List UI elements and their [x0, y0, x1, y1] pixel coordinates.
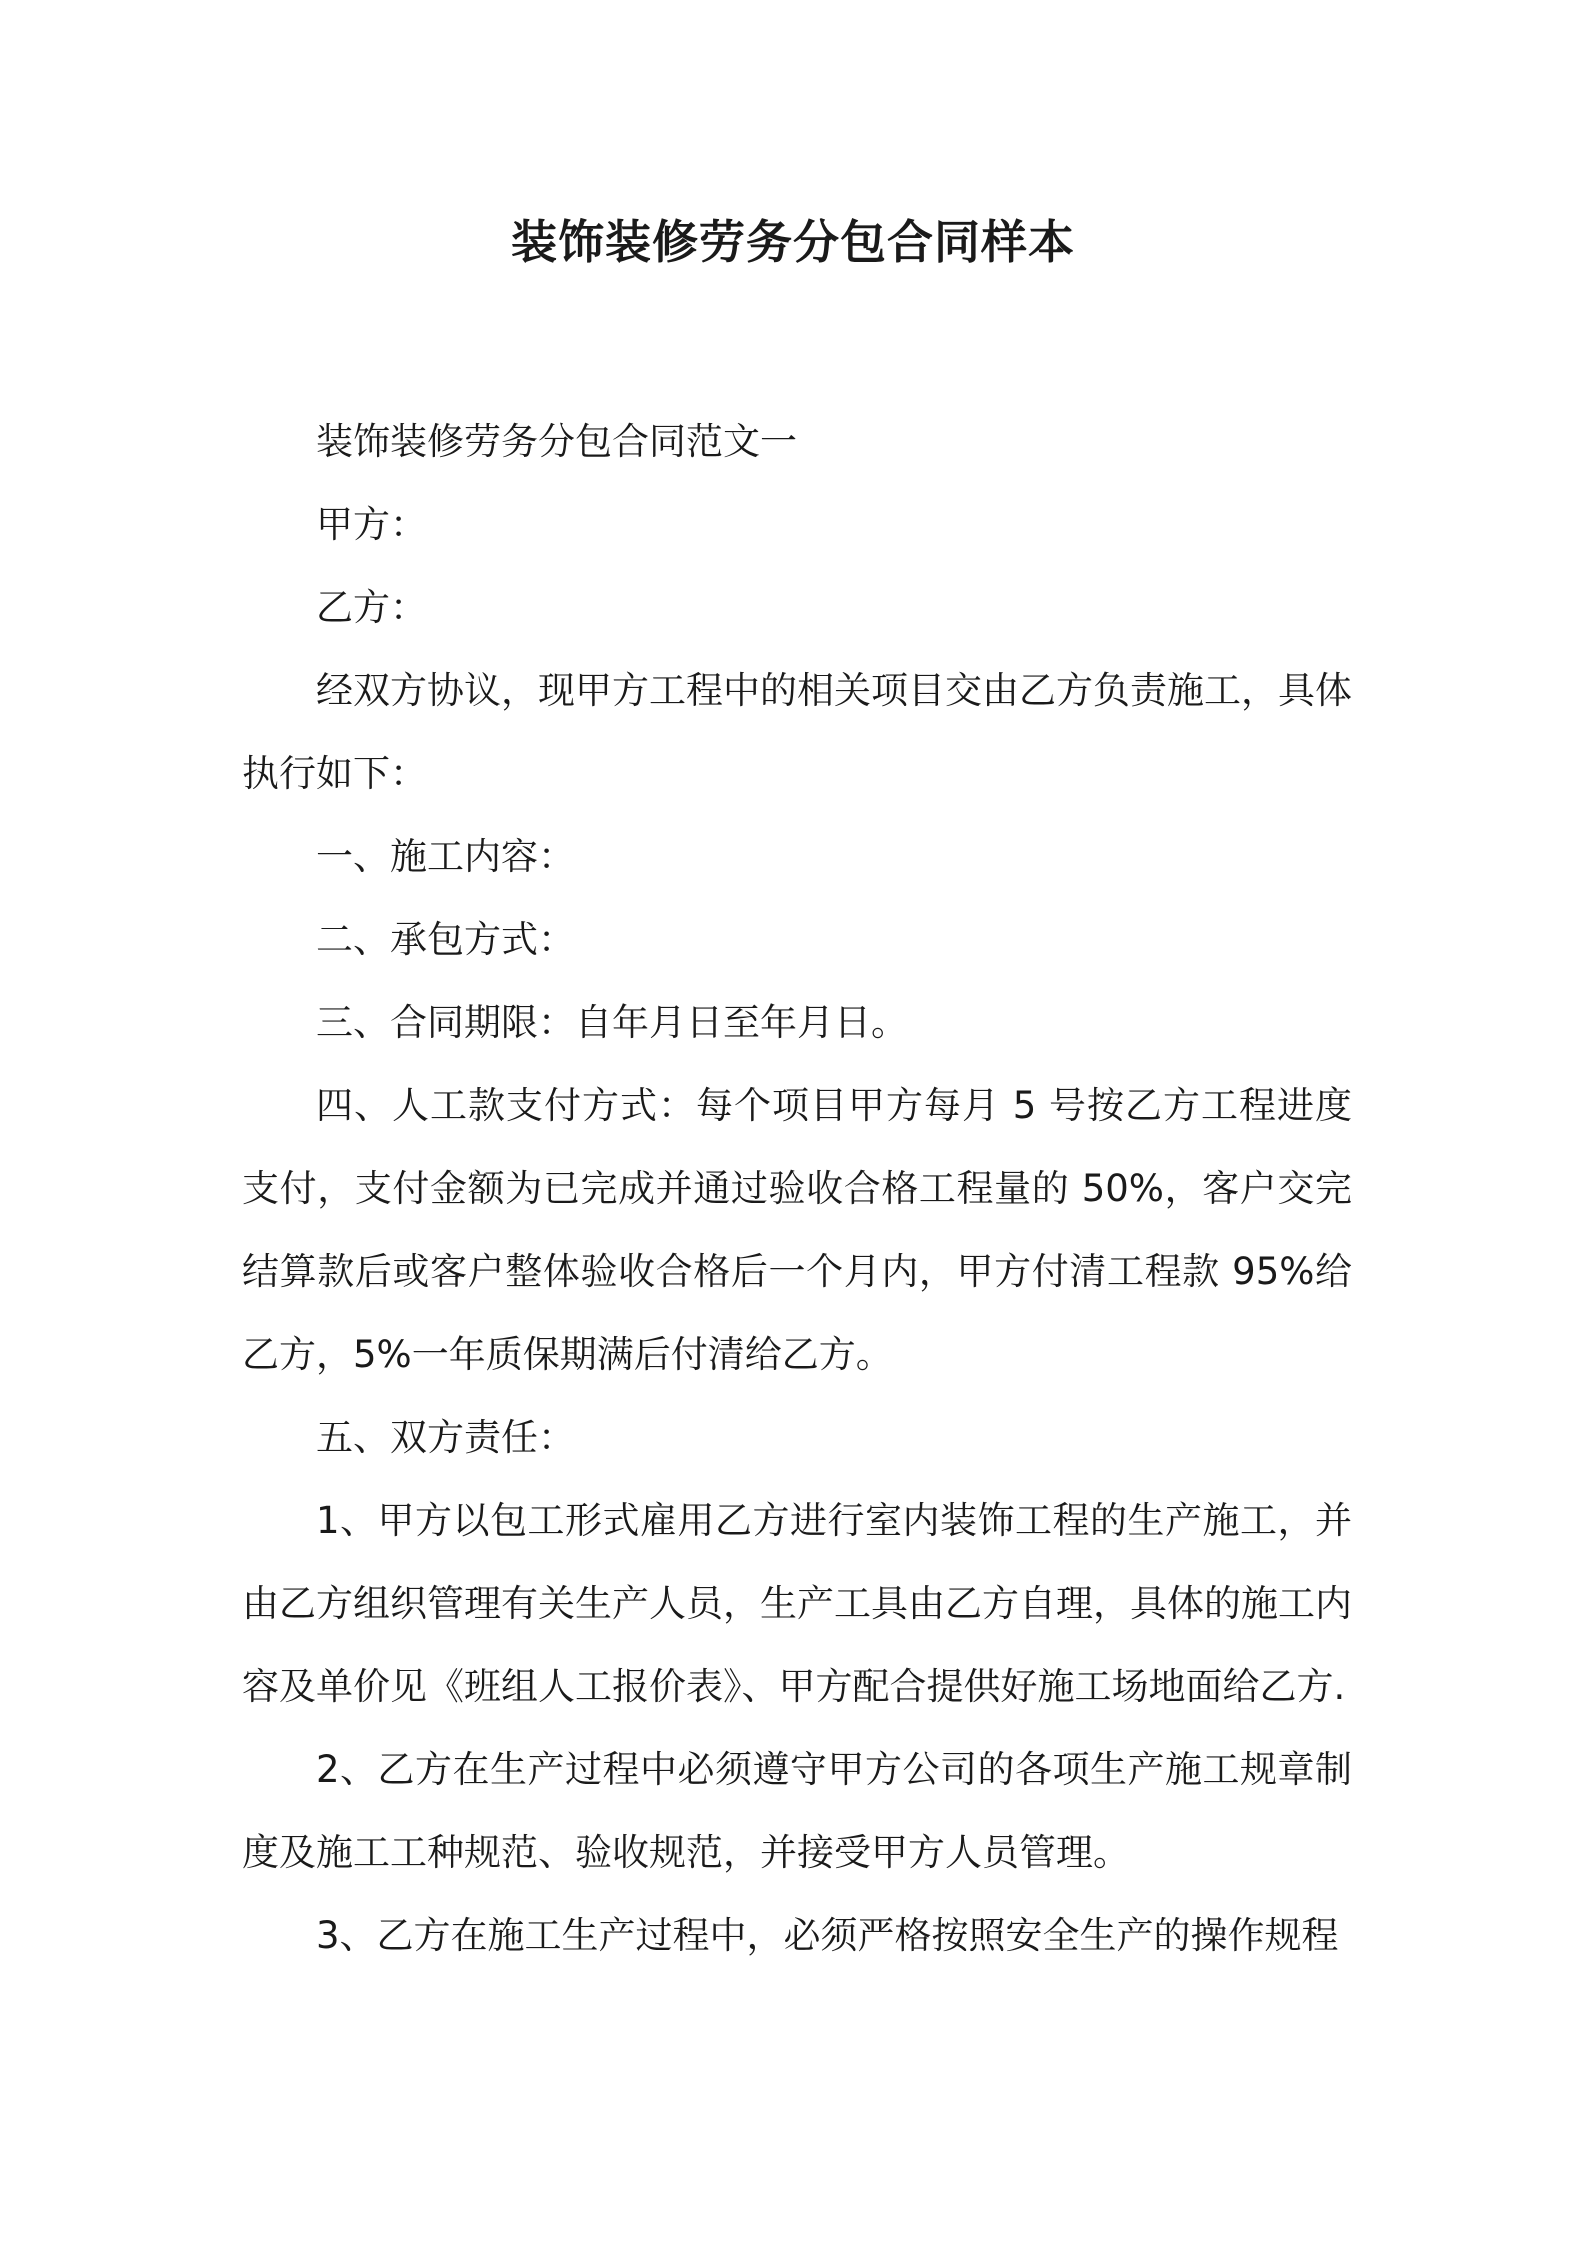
- paragraph-section-5: 五、双方责任：: [316, 1416, 575, 1459]
- paragraph-clause-3: 3、乙方在施工生产过程中，必须严格按照安全生产的操作规程: [316, 1914, 1339, 1957]
- paragraph-clause-1: 1、甲方以包工形式雇用乙方进行室内装饰工程的生产施工，并由乙方组织管理有关生产人员，生产工具由乙方自理，具体的施工内容及单价见《班组人工报价表》、甲方配合提供好施工场地面给乙方.: [242, 1499, 1352, 1708]
- paragraph-section-3: 三、合同期限：自年月日至年月日。: [316, 1001, 908, 1044]
- paragraph-intro: 经双方协议，现甲方工程中的相关项目交由乙方负责施工，具体执行如下：: [242, 669, 1352, 795]
- paragraph-section-1: 一、施工内容：: [316, 835, 575, 878]
- paragraph-section-4: 四、人工款支付方式：每个项目甲方每月 5 号按乙方工程进度支付，支付金额为已完成并通过验收合格工程量的 50%，客户交完结算款后或客户整体验收合格后一个月内，甲方付清工程款 95%给乙方，5%一年质保期满后付清给乙方。: [242, 1084, 1352, 1376]
- paragraph-clause-2: 2、乙方在生产过程中必须遵守甲方公司的各项生产施工规章制度及施工工种规范、验收规范，并接受甲方人员管理。: [242, 1748, 1352, 1874]
- paragraph-subtitle: 装饰装修劳务分包合同范文一: [316, 420, 797, 463]
- document-title: 装饰装修劳务分包合同样本: [511, 215, 1075, 269]
- paragraph-section-2: 二、承包方式：: [316, 918, 575, 961]
- document-body: [242, 400, 1352, 1977]
- paragraph-party-a: 甲方：: [316, 503, 427, 546]
- paragraph-party-b: 乙方：: [316, 586, 427, 629]
